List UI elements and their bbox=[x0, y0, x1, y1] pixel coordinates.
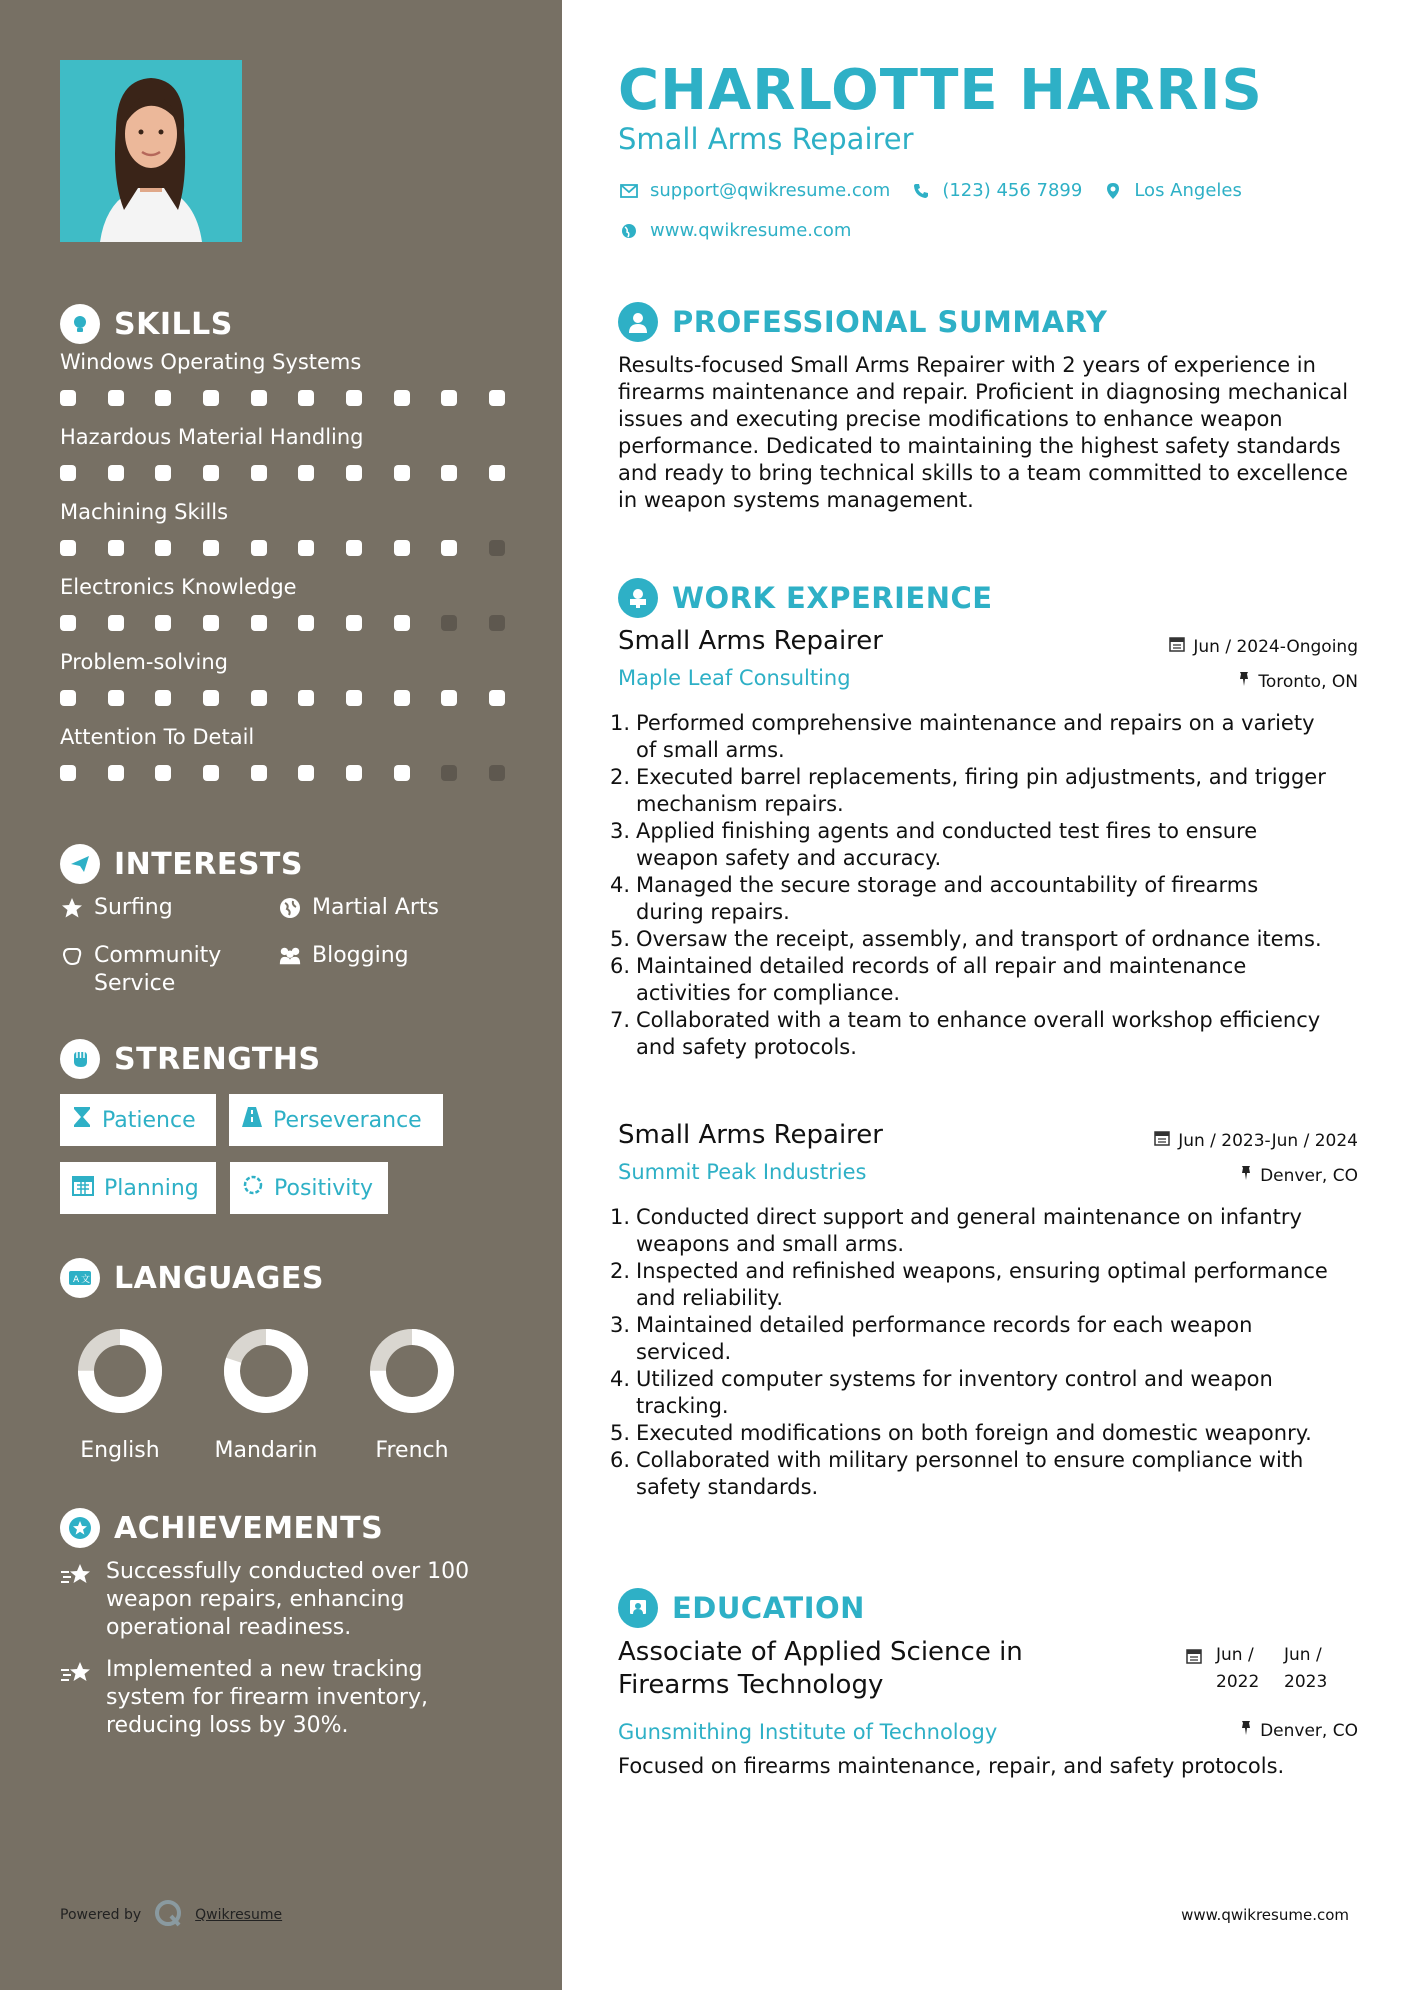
language-name: Mandarin bbox=[214, 1438, 318, 1463]
svg-text:文: 文 bbox=[81, 1275, 91, 1285]
rating-dot bbox=[441, 390, 457, 406]
interest-item: Martial Arts bbox=[278, 894, 439, 922]
rating-dot bbox=[155, 390, 171, 406]
interest-item: Blogging bbox=[278, 942, 409, 970]
school-name: Gunsmithing Institute of Technology bbox=[618, 1720, 998, 1744]
strength-badge: Perseverance bbox=[229, 1094, 443, 1146]
language-icon bbox=[60, 1258, 100, 1298]
rating-dot bbox=[441, 540, 457, 556]
bullet-item: 1. Performed comprehensive maintenance and repairs on a variety of small arms. bbox=[610, 711, 1315, 762]
rating-dot bbox=[394, 615, 410, 631]
calendar-icon bbox=[1186, 1642, 1202, 1696]
rating-dot bbox=[346, 615, 362, 631]
rating-dot bbox=[394, 690, 410, 706]
pin-icon bbox=[1238, 671, 1250, 692]
envelope-icon bbox=[618, 184, 640, 198]
rating-dot bbox=[441, 465, 457, 481]
fist-icon bbox=[60, 1039, 100, 1079]
job-role: Small Arms Repairer bbox=[618, 626, 883, 656]
language-gauge bbox=[75, 1326, 165, 1416]
skill-item bbox=[60, 350, 505, 406]
avatar bbox=[60, 60, 242, 242]
strengths-heading: STRENGTHS bbox=[60, 1039, 321, 1079]
rating-dot bbox=[108, 615, 124, 631]
bullet-item: 7. Collaborated with a team to enhance overall workshop efficiency and safety protocols. bbox=[610, 1008, 1321, 1059]
bullet-item: 4. Managed the secure storage and accountability of firearms during repairs. bbox=[610, 873, 1259, 924]
rating-dot bbox=[489, 390, 505, 406]
hourglass-icon bbox=[72, 1106, 92, 1134]
bullet-item: 5. Executed modifications on both foreign and domestic weaponry. bbox=[610, 1421, 1312, 1445]
rating-dot bbox=[60, 615, 76, 631]
rating-dot bbox=[346, 765, 362, 781]
skill-rating bbox=[60, 690, 505, 706]
education-heading: EDUCATION bbox=[618, 1588, 865, 1628]
rating-dot bbox=[108, 765, 124, 781]
job-entry bbox=[610, 1120, 1358, 1499]
rating-dot bbox=[346, 465, 362, 481]
language-item bbox=[342, 1326, 482, 1463]
qwikresume-link[interactable]: Qwikresume bbox=[195, 1907, 283, 1923]
skill-item bbox=[60, 425, 505, 481]
rating-dot bbox=[60, 540, 76, 556]
language-gauge bbox=[367, 1326, 457, 1416]
graduation-icon bbox=[618, 1588, 658, 1628]
paper-plane-icon bbox=[60, 844, 100, 884]
rating-dot bbox=[298, 615, 314, 631]
rating-dot bbox=[155, 540, 171, 556]
job-dates: Jun / 2023-Jun / 2024 bbox=[1154, 1130, 1358, 1151]
rating-dot bbox=[203, 540, 219, 556]
skill-rating bbox=[60, 765, 505, 781]
rating-dot bbox=[60, 390, 76, 406]
rating-dot bbox=[155, 765, 171, 781]
achievements-heading: ACHIEVEMENTS bbox=[60, 1508, 383, 1548]
job-location: Toronto, ON bbox=[1238, 671, 1358, 692]
star-icon bbox=[60, 894, 84, 922]
map-pin-icon bbox=[1102, 182, 1124, 200]
summary-heading: PROFESSIONAL SUMMARY bbox=[618, 302, 1107, 342]
hand-icon bbox=[60, 942, 84, 970]
summary-text: Results-focused Small Arms Repairer with 2 years of experience in firearms maintenance and repair. Proficient in diagnosing mechanical issues and executing precise modifications to enhance weapon performance. Dedicated to maintaining the highest safety standards and ready to bring technical skills to a team committed to excellence in weapon systems management. bbox=[618, 353, 1349, 512]
shooting-star-icon bbox=[60, 1656, 94, 1740]
rating-dot bbox=[155, 690, 171, 706]
bullet-item: 2. Inspected and refinished weapons, ensuring optimal performance and reliability. bbox=[610, 1259, 1328, 1310]
rating-dot bbox=[394, 390, 410, 406]
rating-dot bbox=[108, 690, 124, 706]
rating-dot bbox=[251, 465, 267, 481]
job-company: Summit Peak Industries bbox=[618, 1160, 867, 1184]
shooting-star-icon bbox=[60, 1558, 94, 1642]
language-name: French bbox=[375, 1438, 449, 1463]
rating-dot bbox=[489, 765, 505, 781]
rating-dot bbox=[251, 615, 267, 631]
rating-dot bbox=[346, 690, 362, 706]
pin-icon bbox=[1240, 1165, 1252, 1186]
calendar-icon bbox=[1154, 1130, 1170, 1151]
rating-dot bbox=[489, 615, 505, 631]
rating-dot bbox=[108, 465, 124, 481]
rating-dot bbox=[60, 765, 76, 781]
interests-heading: INTERESTS bbox=[60, 844, 303, 884]
languages-heading: A 文 LANGUAGES bbox=[60, 1258, 324, 1298]
skill-item bbox=[60, 725, 505, 781]
rating-dot bbox=[489, 540, 505, 556]
rating-dot bbox=[298, 765, 314, 781]
education-dates: Jun / 2022 Jun / 2023 bbox=[1186, 1642, 1338, 1696]
profile-photo bbox=[60, 60, 242, 242]
rating-dot bbox=[298, 465, 314, 481]
qwikresume-logo-icon bbox=[153, 1898, 183, 1932]
interest-item: Surfing bbox=[60, 894, 173, 922]
strength-badge: Planning bbox=[60, 1162, 216, 1214]
skill-rating bbox=[60, 390, 505, 406]
achievement-item: Successfully conducted over 100 weapon repairs, enhancing operational readiness. bbox=[60, 1558, 500, 1642]
skills-heading: SKILLS bbox=[60, 304, 233, 344]
globe-icon bbox=[278, 894, 302, 922]
job-location: Denver, CO bbox=[1240, 1165, 1358, 1186]
language-gauge bbox=[221, 1326, 311, 1416]
powered-by: Powered by Qwikresume bbox=[60, 1898, 282, 1932]
skill-rating bbox=[60, 465, 505, 481]
skill-item bbox=[60, 500, 505, 556]
bullet-item: 2. Executed barrel replacements, firing pin adjustments, and trigger mechanism repairs. bbox=[610, 765, 1326, 816]
bullet-item: 6. Collaborated with military personnel to ensure compliance with safety standards. bbox=[610, 1448, 1304, 1499]
bullet-item: 3. Applied finishing agents and conducted test fires to ensure weapon safety and accuracy. bbox=[610, 819, 1258, 870]
interest-item: Community Service bbox=[60, 942, 260, 998]
rating-dot bbox=[251, 765, 267, 781]
email-link[interactable]: support@qwikresume.com bbox=[650, 180, 891, 201]
location-text: Los Angeles bbox=[1134, 180, 1242, 201]
strength-badge: Positivity bbox=[230, 1162, 388, 1214]
bullet-item: 4. Utilized computer systems for inventory control and weapon tracking. bbox=[610, 1367, 1273, 1418]
rating-dot bbox=[251, 690, 267, 706]
svg-text:A: A bbox=[73, 1275, 80, 1285]
rating-dot bbox=[441, 690, 457, 706]
job-bullets bbox=[610, 1204, 1330, 1501]
rating-dot bbox=[394, 540, 410, 556]
candidate-name: CHARLOTTE HARRIS bbox=[618, 58, 1263, 123]
rating-dot bbox=[346, 390, 362, 406]
skill-name: Windows Operating Systems bbox=[60, 350, 362, 374]
skill-name: Problem-solving bbox=[60, 650, 228, 674]
achievement-item: Implemented a new tracking system for firearm inventory, reducing loss by 30%. bbox=[60, 1656, 500, 1740]
road-icon bbox=[241, 1107, 263, 1133]
contact-row bbox=[618, 180, 1242, 201]
skill-rating bbox=[60, 540, 505, 556]
rating-dot bbox=[298, 390, 314, 406]
rating-dot bbox=[203, 690, 219, 706]
medal-icon bbox=[60, 1508, 100, 1548]
calendar-icon bbox=[72, 1174, 94, 1202]
job-entry bbox=[610, 626, 1358, 1059]
bullet-item: 3. Maintained detailed performance records for each weapon serviced. bbox=[610, 1313, 1253, 1364]
rating-dot bbox=[298, 540, 314, 556]
rating-dot bbox=[203, 765, 219, 781]
rating-dot bbox=[441, 615, 457, 631]
skill-item bbox=[60, 650, 505, 706]
job-role: Small Arms Repairer bbox=[618, 1120, 883, 1150]
rating-dot bbox=[108, 390, 124, 406]
footer-website[interactable]: www.qwikresume.com bbox=[1181, 1906, 1349, 1924]
phone-icon bbox=[910, 183, 932, 199]
globe-icon bbox=[618, 223, 640, 239]
skill-rating bbox=[60, 615, 505, 631]
users-icon bbox=[278, 942, 302, 970]
experience-heading: WORK EXPERIENCE bbox=[618, 578, 993, 618]
education-description: Focused on firearms maintenance, repair, and safety protocols. bbox=[618, 1754, 1285, 1778]
rating-dot bbox=[489, 690, 505, 706]
circle-icon bbox=[242, 1174, 264, 1202]
lightbulb-icon bbox=[60, 304, 100, 344]
website-row bbox=[618, 220, 851, 241]
rating-dot bbox=[60, 465, 76, 481]
skill-name: Hazardous Material Handling bbox=[60, 425, 364, 449]
bullet-item: 1. Conducted direct support and general maintenance on infantry weapons and small arms. bbox=[610, 1205, 1302, 1256]
rating-dot bbox=[60, 690, 76, 706]
phone-number[interactable]: (123) 456 7899 bbox=[942, 180, 1083, 201]
bullet-item: 5. Oversaw the receipt, assembly, and transport of ordnance items. bbox=[610, 927, 1322, 951]
job-company: Maple Leaf Consulting bbox=[618, 666, 851, 690]
rating-dot bbox=[251, 390, 267, 406]
rating-dot bbox=[155, 465, 171, 481]
skill-name: Machining Skills bbox=[60, 500, 229, 524]
language-name: English bbox=[80, 1438, 160, 1463]
briefcase-icon bbox=[618, 578, 658, 618]
job-dates: Jun / 2024-Ongoing bbox=[1169, 636, 1358, 657]
bullet-item: 6. Maintained detailed records of all repair and maintenance activities for compliance. bbox=[610, 954, 1247, 1005]
main-content bbox=[562, 0, 1407, 1990]
rating-dot bbox=[203, 390, 219, 406]
skill-name: Electronics Knowledge bbox=[60, 575, 297, 599]
degree-title: Associate of Applied Science in Firearms Technology bbox=[618, 1637, 1023, 1700]
skill-name: Attention To Detail bbox=[60, 725, 255, 749]
rating-dot bbox=[298, 690, 314, 706]
education-entry bbox=[618, 1636, 1358, 1778]
rating-dot bbox=[441, 765, 457, 781]
website-link[interactable]: www.qwikresume.com bbox=[650, 220, 852, 241]
rating-dot bbox=[155, 615, 171, 631]
rating-dot bbox=[394, 465, 410, 481]
job-bullets bbox=[610, 710, 1330, 1061]
rating-dot bbox=[489, 465, 505, 481]
strength-badge: Patience bbox=[60, 1094, 216, 1146]
rating-dot bbox=[251, 540, 267, 556]
user-icon bbox=[618, 302, 658, 342]
sidebar bbox=[0, 0, 562, 1990]
education-location: Denver, CO bbox=[1240, 1720, 1358, 1741]
rating-dot bbox=[203, 615, 219, 631]
skill-item bbox=[60, 575, 505, 631]
rating-dot bbox=[394, 765, 410, 781]
pin-icon bbox=[1240, 1720, 1252, 1741]
language-item bbox=[196, 1326, 336, 1463]
calendar-icon bbox=[1169, 636, 1185, 657]
language-item bbox=[50, 1326, 190, 1463]
candidate-title: Small Arms Repairer bbox=[618, 122, 914, 156]
rating-dot bbox=[346, 540, 362, 556]
rating-dot bbox=[108, 540, 124, 556]
rating-dot bbox=[203, 465, 219, 481]
